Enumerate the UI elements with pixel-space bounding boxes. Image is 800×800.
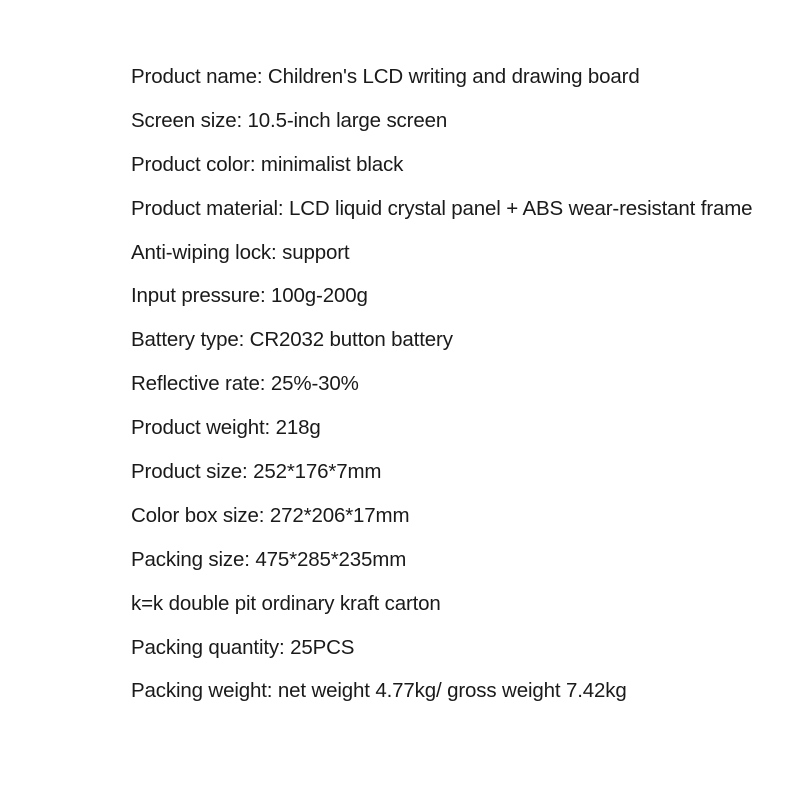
- spec-row-battery-type: Battery type: CR2032 button battery: [131, 328, 453, 352]
- spec-row-color-box-size: Color box size: 272*206*17mm: [131, 503, 410, 527]
- spec-row-input-pressure: Input pressure: 100g-200g: [131, 284, 368, 308]
- spec-row-packing-quantity: Packing quantity: 25PCS: [131, 635, 355, 659]
- spec-row-screen-size: Screen size: 10.5-inch large screen: [131, 108, 448, 132]
- spec-row-packing-weight: Packing weight: net weight 4.77kg/ gross weight 7.42kg: [131, 679, 627, 703]
- spec-row-product-name: Product name: Children's LCD writing and drawing board: [131, 65, 640, 88]
- spec-row-product-weight: Product weight: 218g: [131, 416, 321, 440]
- spec-row-anti-wiping-lock: Anti-wiping lock: support: [131, 240, 350, 264]
- spec-row-product-color: Product color: minimalist black: [131, 152, 404, 176]
- spec-row-carton-type: k=k double pit ordinary kraft carton: [131, 591, 441, 615]
- spec-row-product-material: Product material: LCD liquid crystal panel + ABS wear-resistant frame: [131, 196, 753, 220]
- spec-row-product-size: Product size: 252*176*7mm: [131, 460, 382, 484]
- spec-row-reflective-rate: Reflective rate: 25%-30%: [131, 372, 359, 396]
- specification-list: [131, 55, 771, 713]
- spec-row-packing-size: Packing size: 475*285*235mm: [131, 547, 407, 571]
